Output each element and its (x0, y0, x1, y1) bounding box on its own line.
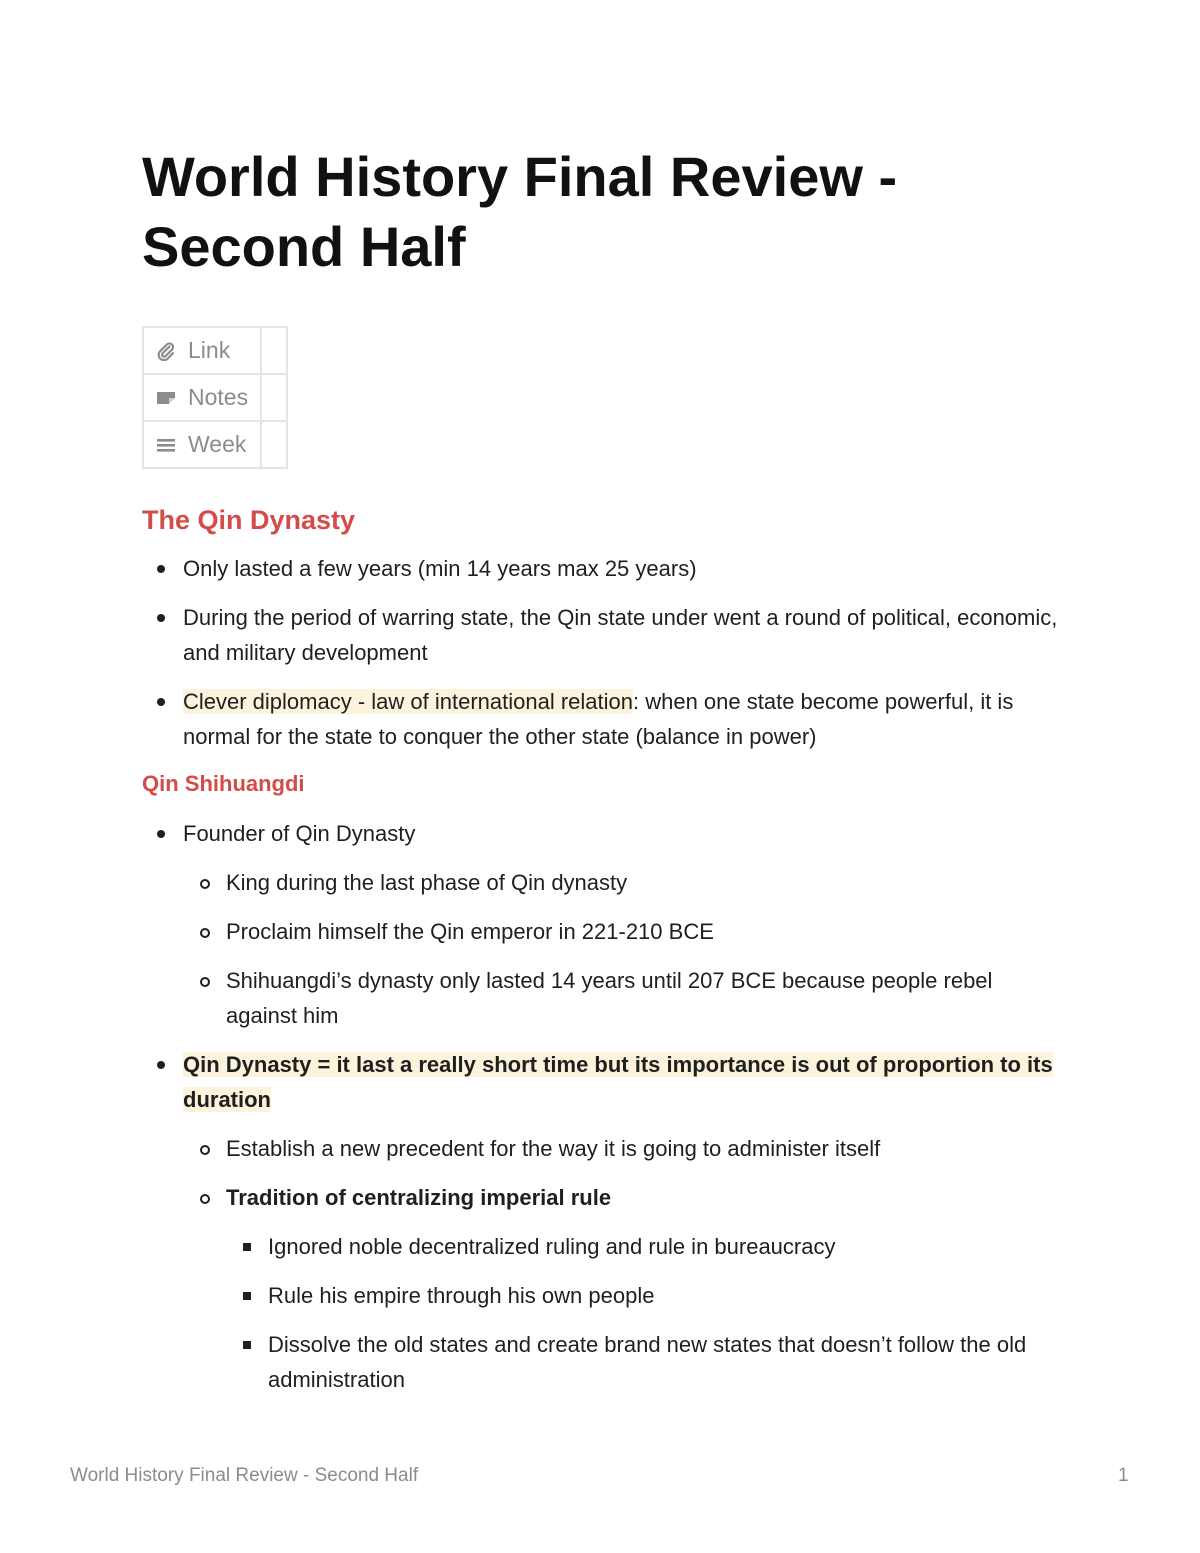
bullet-circle (200, 928, 210, 938)
properties-table (142, 326, 288, 469)
highlighted-bold-text: Qin Dynasty = it last a really short time but its importance is out of proportion to its duration (183, 1052, 1053, 1112)
list-item: Shihuangdi’s dynasty only lasted 14 years until 207 BCE because people rebel against him (142, 963, 1062, 1033)
list-item: Establish a new precedent for the way it is going to administer itself (142, 1131, 1062, 1166)
list-item: King during the last phase of Qin dynasty (142, 865, 1062, 900)
bullet-disc (157, 830, 165, 838)
page-content (142, 500, 1062, 1411)
property-label-week: Week (188, 431, 247, 457)
bullet-disc (157, 565, 165, 573)
bullet-square (243, 1243, 251, 1251)
list-item: Only lasted a few years (min 14 years max 25 years) (142, 551, 1062, 586)
list-item: Clever diplomacy - law of international relation: when one state become powerful, it is normal for the state to conquer the other state (balance in power) (142, 684, 1062, 754)
list-icon (156, 435, 176, 455)
bullet-circle (200, 1145, 210, 1155)
bullet-disc (157, 614, 165, 622)
list-item: Ignored noble decentralized ruling and rule in bureaucracy (142, 1229, 1062, 1264)
section-heading: The Qin Dynasty (142, 505, 356, 535)
bullet-disc (157, 1061, 165, 1069)
bold-text: Tradition of centralizing imperial rule (226, 1185, 612, 1210)
property-row[interactable] (143, 327, 287, 374)
bullet-square (243, 1341, 251, 1349)
list-item: Proclaim himself the Qin emperor in 221-210 BCE (142, 914, 1062, 949)
list-item (142, 1047, 1062, 1117)
property-row[interactable] (143, 374, 287, 421)
bullet-circle (200, 1194, 210, 1204)
footer-page-number: 1 (1118, 1465, 1129, 1486)
paperclip-icon (156, 341, 176, 361)
list-item: During the period of warring state, the Qin state under went a round of political, economic, and military development (142, 600, 1062, 670)
property-value-link[interactable] (261, 327, 287, 374)
list-item (142, 1180, 1062, 1215)
property-value-notes[interactable] (261, 374, 287, 421)
property-row[interactable] (143, 421, 287, 468)
footer-doc-title: World History Final Review - Second Half (70, 1465, 419, 1486)
property-label-link: Link (188, 337, 231, 363)
highlighted-text: Clever diplomacy - law of international relation (183, 689, 633, 714)
bullet-circle (200, 879, 210, 889)
notes-icon (156, 388, 176, 408)
bullet-square (243, 1292, 251, 1300)
property-label-notes: Notes (188, 384, 249, 410)
bullet-disc (157, 698, 165, 706)
bullet-circle (200, 977, 210, 987)
property-value-week[interactable] (261, 421, 287, 468)
list-item: Founder of Qin Dynasty (142, 816, 1062, 851)
list-item: Rule his empire through his own people (142, 1278, 1062, 1313)
subsection-heading: Qin Shihuangdi (142, 771, 305, 796)
list-item: Dissolve the old states and create brand new states that doesn’t follow the old administration (142, 1327, 1062, 1397)
page-title: World History Final Review - Second Half (142, 145, 898, 278)
